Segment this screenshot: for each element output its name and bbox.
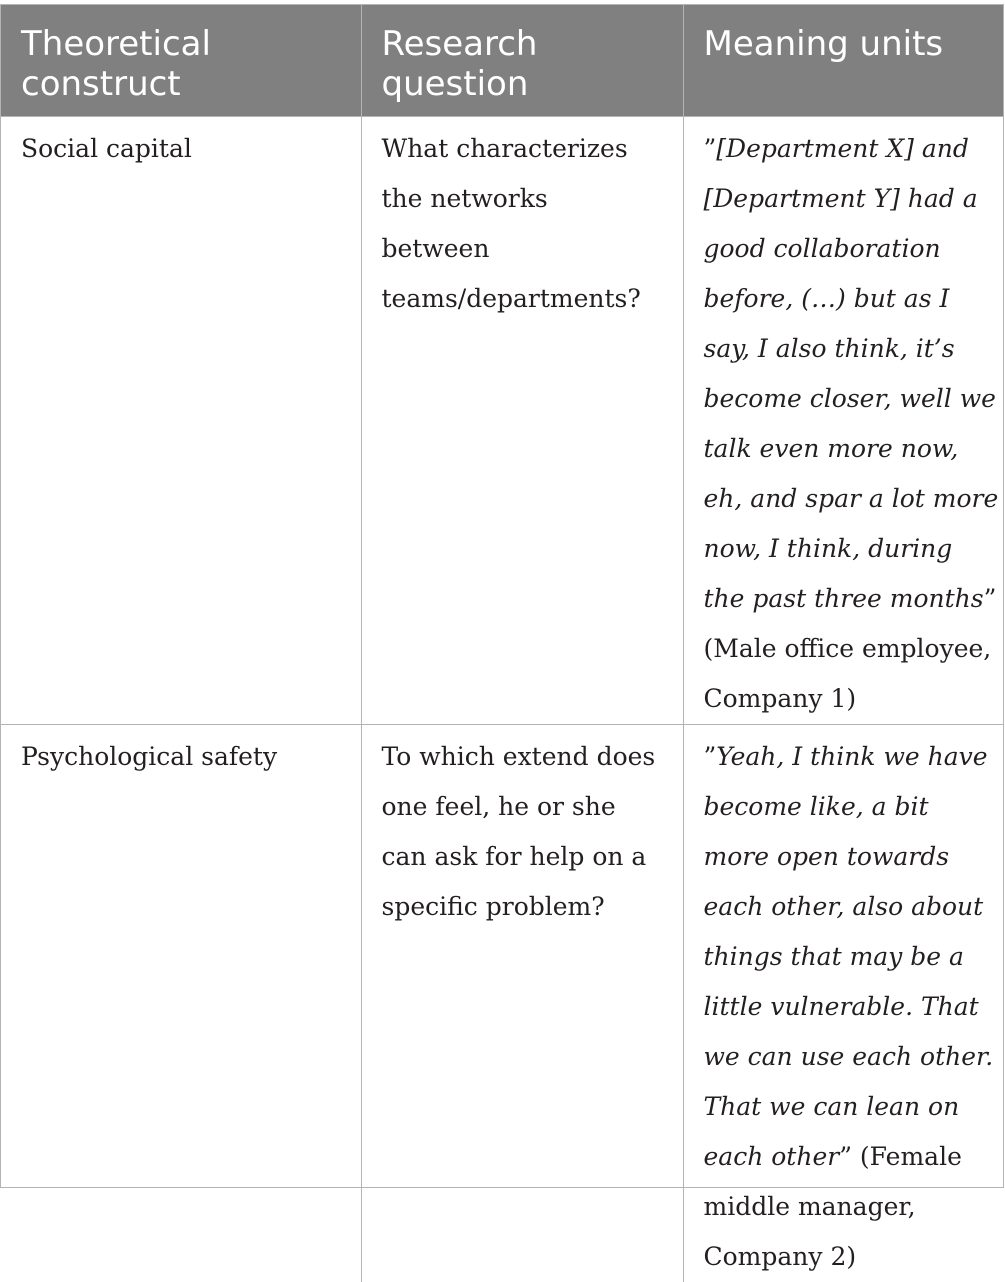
cell-question: What characterizes the networks between teams/departments? [361, 117, 683, 725]
quote-open-mark: ” [704, 742, 717, 771]
cell-question: To which extend does one feel, he or she can ask for help on a specific problem? [361, 725, 683, 1282]
cell-construct: Psychological safety [1, 725, 361, 1282]
quote-open-mark: ” [704, 134, 717, 163]
table-header [1, 5, 1003, 117]
quote-attribution: (Female middle manager, Company 2) [704, 1142, 962, 1271]
header-research-question: Research question [361, 5, 683, 117]
quote-text: Yeah, I think we have become like, a bit more open towards each other, also about things that may be a little vulnerable. That we can use each other. That we can lean on each other [704, 742, 994, 1171]
quote-close-mark: ” [839, 1142, 852, 1171]
table-row [1, 725, 1003, 1282]
header-meaning-units: Meaning units [683, 5, 1003, 117]
cell-meaning-unit [683, 117, 1003, 725]
header-row [1, 5, 1003, 117]
quote-close-mark: ” [984, 584, 997, 613]
cell-meaning-unit [683, 725, 1003, 1282]
quote-text: [Department X] and [Department Y] had a good collaboration before, (…) but as I say, I also think, it’s become closer, well we talk even more now, eh, and spar a lot more now, I think, during the past three months [704, 134, 999, 613]
header-theoretical-construct: Theoretical construct [1, 5, 361, 117]
quote-attribution: (Male office employee, Company 1) [704, 634, 992, 713]
cell-construct: Social capital [1, 117, 361, 725]
data-table [0, 4, 1004, 1188]
meaning-units-table [1, 5, 1003, 1282]
table-row [1, 117, 1003, 725]
table-body [1, 117, 1003, 1282]
